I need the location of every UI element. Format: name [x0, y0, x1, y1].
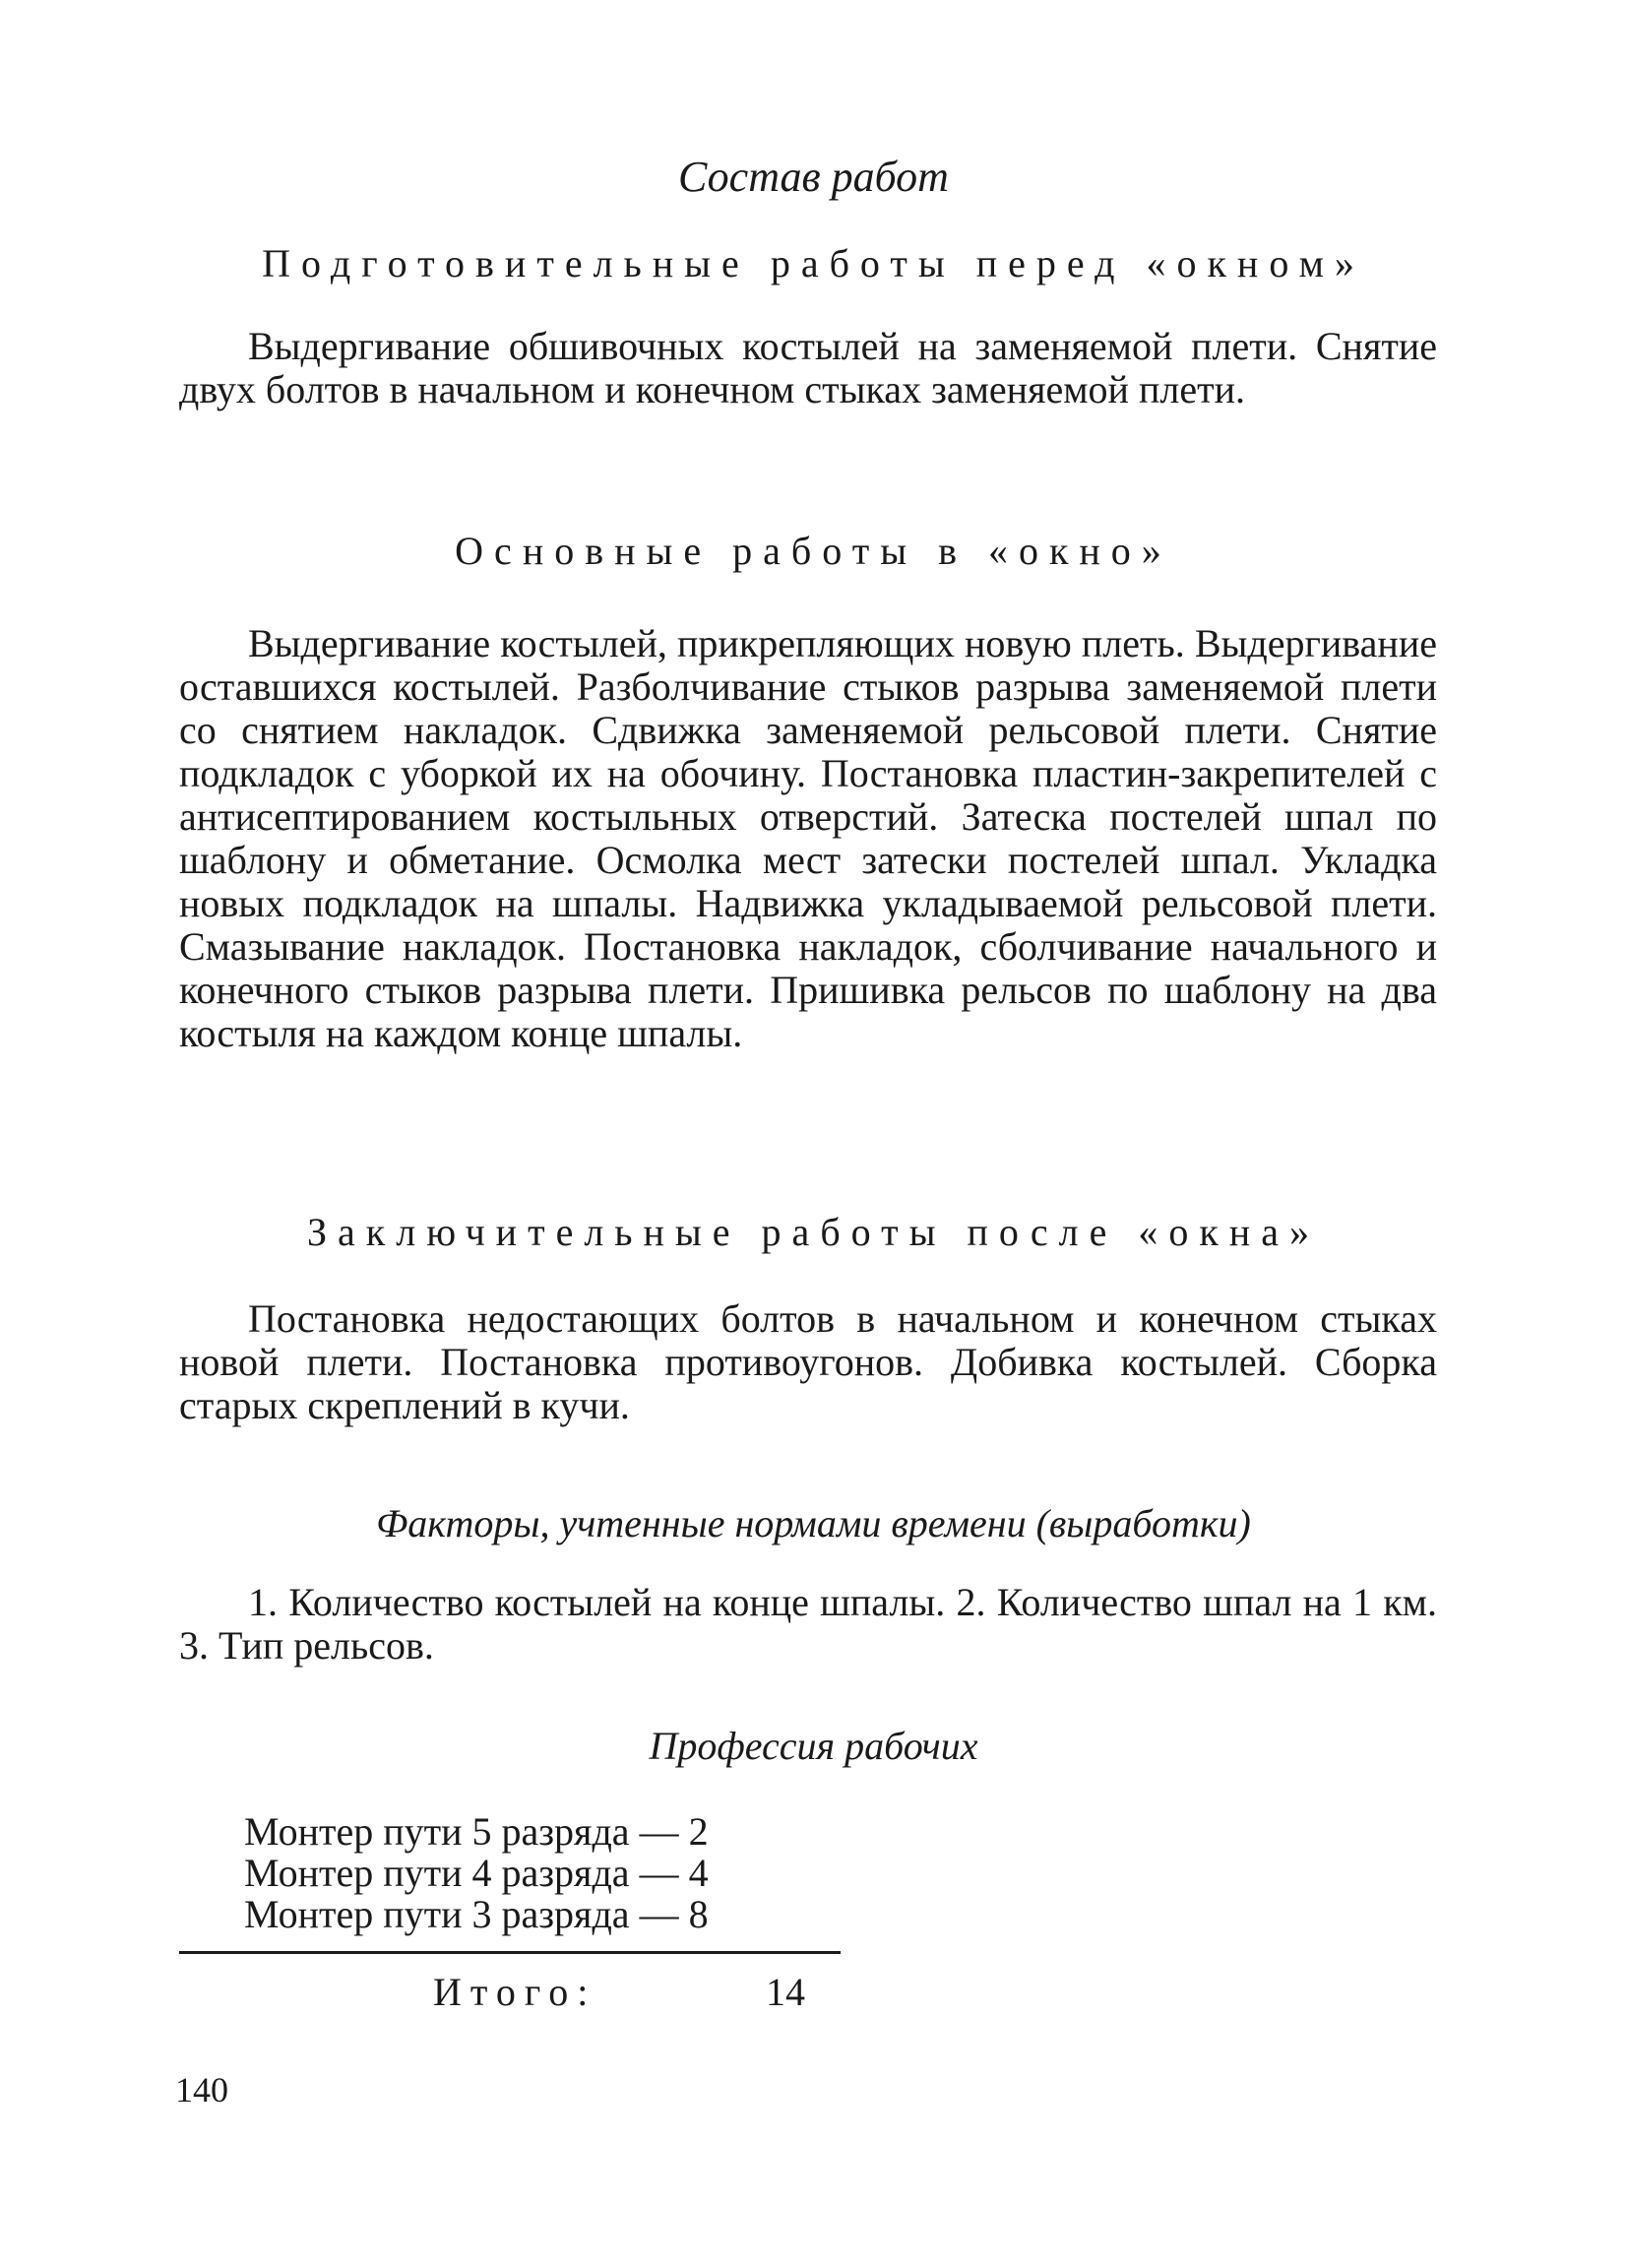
worker-row: Монтер пути 3 разряда — 8 [244, 1892, 709, 1936]
page-number: 140 [175, 2070, 228, 2110]
factors-text: 1. Количество костылей на конце шпалы. 2. Количество шпал на 1 км. 3. Тип рельсов. [179, 1580, 1437, 1668]
prep-title: Подготовительные работы перед «окном» [262, 241, 1365, 285]
total-divider [179, 1951, 841, 1954]
final-paragraph [179, 1297, 1437, 1427]
workers-title: Профессия рабочих [649, 1724, 978, 1768]
final-title: Заключительные работы после «окна» [307, 1210, 1320, 1254]
total-value: 14 [766, 1970, 805, 2014]
factors-title: Факторы, учтенные нормами времени (выработки) [376, 1501, 1251, 1545]
main-text: Выдергивание костылей, прикрепляющих новую плеть. Выдергивание оставшихся костылей. Разболчивание стыков разрыва заменяемой плети со снятием накладок. Сдвижка заменяемой рельсовой плети. Снятие подкладок с уборкой их на обочину. Постановка пластин-закрепителей с антисептированием костыльных отверстий. Затеска постелей шпал по шаблону и обметание. Осмолка мест затески постелей шпал. Укладка новых подкладок на шпалы. Надвижка укладываемой рельсовой плети. Смазывание накладок. Постановка накладок, сболчивание начального и конечного стыков разрыва плети. Пришивка рельсов по шаблону на два костыля на каждом конце шпалы. [179, 621, 1437, 1055]
main-title: Основные работы в «окно» [455, 529, 1172, 573]
workers-list [244, 1811, 835, 1935]
worker-row: Монтер пути 4 разряда — 4 [244, 1851, 709, 1895]
prep-text: Выдергивание обшивочных костылей на заменяемой плети. Снятие двух болтов в начальном и конечном стыках заменяемой плети. [179, 324, 1437, 411]
factors-paragraph [179, 1581, 1437, 1668]
main-paragraph [179, 622, 1437, 1055]
prep-paragraph [179, 325, 1437, 411]
final-text: Постановка недостающих болтов в начальном и конечном стыках новой плети. Постановка противоугонов. Добивка костылей. Сборка старых скреплений в кучи. [179, 1296, 1437, 1427]
worker-row: Монтер пути 5 разряда — 2 [244, 1809, 709, 1854]
total-label: Итого: [433, 1970, 597, 2014]
section-heading: Состав работ [678, 153, 949, 201]
